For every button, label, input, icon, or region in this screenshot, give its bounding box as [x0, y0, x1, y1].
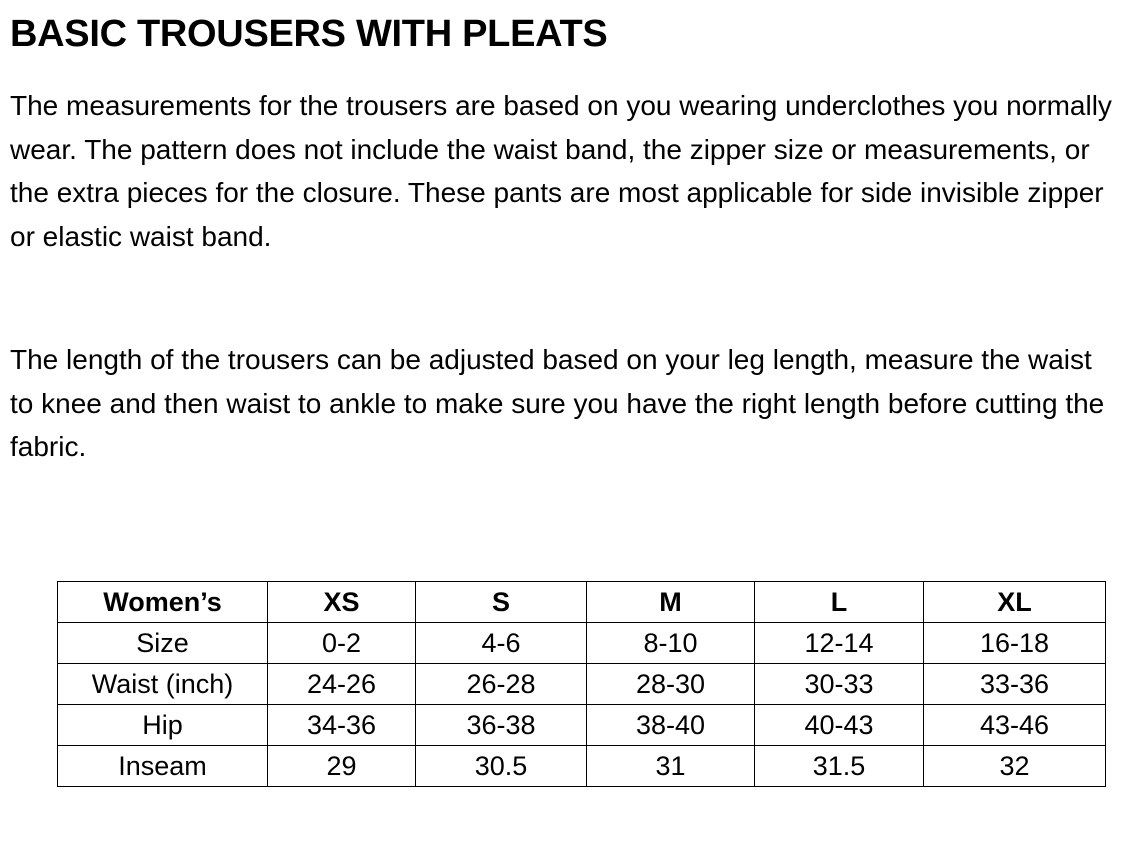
table-row-hip	[58, 705, 1106, 746]
table-row-waist	[58, 664, 1106, 705]
header-cell-l: L	[755, 582, 924, 623]
size-chart-table	[57, 581, 1106, 787]
table-row-size	[58, 623, 1106, 664]
header-cell-womens: Women’s	[58, 582, 268, 623]
measurement-note-paragraph: The measurements for the trousers are based on you wearing underclothes you normally wear. The pattern does not include the waist band, the zipper size or measurements, or the extra pieces for the closure. These pants are most applicable for side invisible zipper or elastic waist band.	[10, 90, 1112, 252]
table-cell: 26-28	[416, 664, 587, 705]
table-cell: 33-36	[924, 664, 1106, 705]
row-label: Size	[58, 623, 268, 664]
table-cell: 36-38	[416, 705, 587, 746]
table-cell: 43-46	[924, 705, 1106, 746]
table-cell: 34-36	[268, 705, 416, 746]
header-cell-xl: XL	[924, 582, 1106, 623]
header-cell-xs: XS	[268, 582, 416, 623]
table-cell: 0-2	[268, 623, 416, 664]
table-cell: 4-6	[416, 623, 587, 664]
table-cell: 24-26	[268, 664, 416, 705]
table-cell: 12-14	[755, 623, 924, 664]
table-cell: 31	[587, 746, 755, 787]
table-cell: 30-33	[755, 664, 924, 705]
row-label: Hip	[58, 705, 268, 746]
table-cell: 16-18	[924, 623, 1106, 664]
length-adjustment-paragraph: The length of the trousers can be adjusted based on your leg length, measure the waist to knee and then waist to ankle to make sure you have the right length before cutting the fabric.	[10, 344, 1105, 462]
table-cell: 32	[924, 746, 1106, 787]
table-cell: 31.5	[755, 746, 924, 787]
table-row-inseam	[58, 746, 1106, 787]
row-label: Waist (inch)	[58, 664, 268, 705]
table-cell: 8-10	[587, 623, 755, 664]
header-cell-s: S	[416, 582, 587, 623]
header-cell-m: M	[587, 582, 755, 623]
table-cell: 29	[268, 746, 416, 787]
table-header-row	[58, 582, 1106, 623]
table-cell: 28-30	[587, 664, 755, 705]
table-cell: 30.5	[416, 746, 587, 787]
page-title: BASIC TROUSERS WITH PLEATS	[10, 13, 608, 55]
row-label: Inseam	[58, 746, 268, 787]
table-cell: 38-40	[587, 705, 755, 746]
table-cell: 40-43	[755, 705, 924, 746]
